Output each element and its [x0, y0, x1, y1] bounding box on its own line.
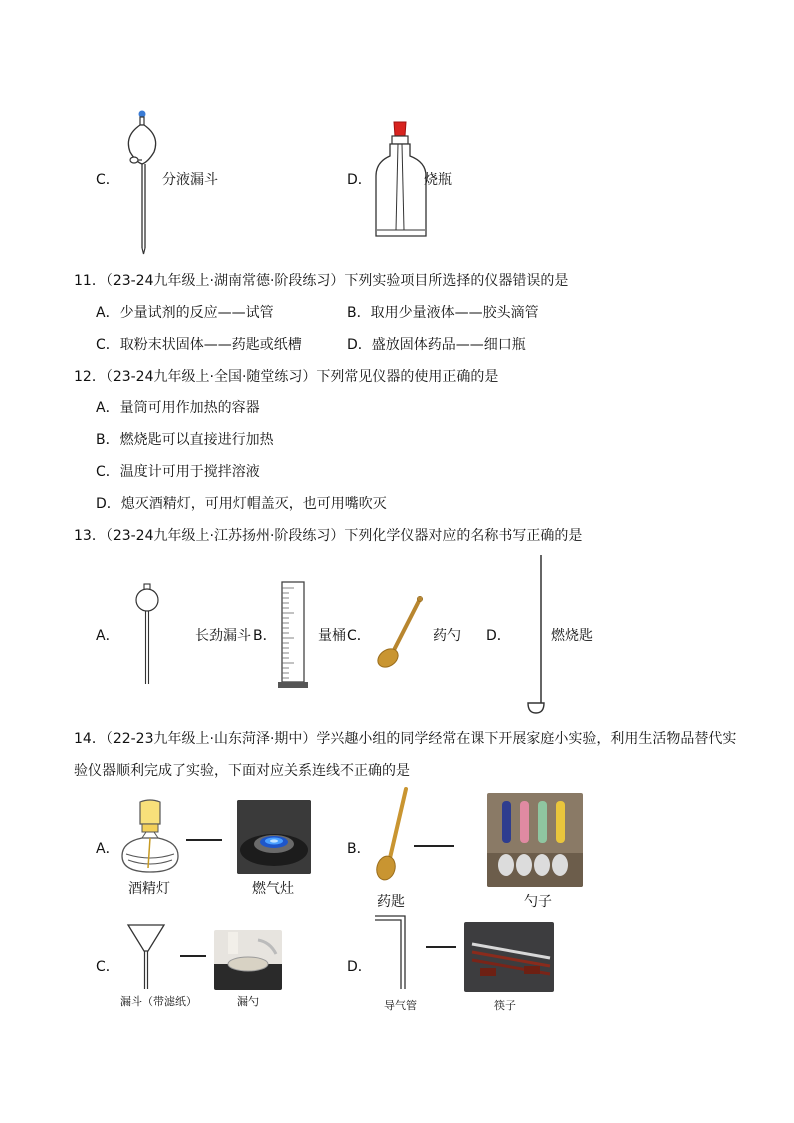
- q11-option-a: A．少量试剂的反应——试管: [96, 305, 274, 321]
- q11-option-c: C．取粉末状固体——药匙或纸槽: [96, 337, 302, 353]
- graduated-cylinder-icon: [277, 580, 311, 692]
- q12-option-c: C．温度计可用于搅拌溶液: [96, 464, 260, 480]
- q11-option-b: B．取用少量液体——胶头滴管: [347, 305, 539, 321]
- q14-d-connector: [426, 946, 456, 948]
- wooden-spoon-icon: [370, 596, 430, 676]
- q13-letter-b: B．: [253, 628, 277, 644]
- q13-label-b: 量桶: [318, 628, 346, 644]
- q13-stem: 13．（23-24九年级上·江苏扬州·阶段练习）下列化学仪器对应的名称书写正确的是: [74, 528, 583, 544]
- q13-letter-a: A．: [96, 628, 120, 644]
- q12-stem: 12．（23-24九年级上·全国·随堂练习）下列常见仪器的使用正确的是: [74, 369, 499, 385]
- q14-c-right-label: 漏勺: [237, 995, 259, 1008]
- q14-letter-d: D．: [347, 959, 372, 975]
- q14-stem-line2: 验仪器顺利完成了实验，下面对应关系连线不正确的是: [74, 763, 410, 779]
- separatory-funnel-icon: [118, 108, 168, 258]
- q14-stem-line1: 14．（22-23九年级上·山东菏泽·期中）学兴趣小组的同学经常在课下开展家庭小实验，利用生活物品替代实: [74, 731, 737, 747]
- q14-c-left-label: 漏斗（带滤纸）: [120, 995, 197, 1008]
- q13-letter-d: D．: [486, 628, 511, 644]
- dropper-bottle-icon: [372, 118, 432, 244]
- funnel-icon: [124, 921, 168, 991]
- q10-option-c-letter: C．: [96, 172, 120, 188]
- q14-a-right-label: 燃气灶: [252, 881, 294, 897]
- chopsticks-photo: [464, 922, 554, 992]
- gas-tube-icon: [372, 913, 412, 993]
- spoons-photo: [487, 793, 583, 887]
- q14-c-connector: [180, 955, 206, 957]
- q13-label-a: 长劲漏斗: [195, 628, 251, 644]
- q12-option-b: B．燃烧匙可以直接进行加热: [96, 432, 274, 448]
- strainer-photo: [214, 930, 282, 990]
- wooden-medicine-spoon-icon: [368, 786, 414, 886]
- long-neck-funnel-icon: [132, 582, 162, 688]
- q10-option-d-label: 烧瓶: [424, 172, 452, 188]
- q12-option-d: D．熄灭酒精灯，可用灯帽盖灭，也可用嘴吹灭: [96, 496, 387, 512]
- q11-stem: 11．（23-24九年级上·湖南常德·阶段练习）下列实验项目所选择的仪器错误的是: [74, 273, 569, 289]
- q14-letter-b: B．: [347, 841, 371, 857]
- q14-b-left-label: 药匙: [377, 894, 405, 910]
- q13-label-c: 药勺: [433, 628, 461, 644]
- q12-option-a: A．量筒可用作加热的容器: [96, 400, 260, 416]
- q14-letter-a: A．: [96, 841, 120, 857]
- q14-letter-c: C．: [96, 959, 120, 975]
- q14-a-left-label: 酒精灯: [128, 881, 170, 897]
- q14-d-right-label: 筷子: [494, 999, 516, 1012]
- q13-letter-c: C．: [347, 628, 371, 644]
- q10-option-d-letter: D．: [347, 172, 372, 188]
- q13-label-d: 燃烧匙: [551, 628, 593, 644]
- q14-d-left-label: 导气管: [384, 999, 417, 1012]
- q14-b-connector: [414, 845, 454, 847]
- q10-option-c-label: 分液漏斗: [162, 172, 218, 188]
- alcohol-lamp-icon: [118, 798, 182, 878]
- gas-stove-photo: [237, 800, 311, 874]
- q11-option-d: D．盛放固体药品——细口瓶: [347, 337, 526, 353]
- combustion-spoon-icon: [520, 553, 550, 715]
- q14-a-connector: [186, 839, 222, 841]
- q14-b-right-label: 勺子: [524, 894, 552, 910]
